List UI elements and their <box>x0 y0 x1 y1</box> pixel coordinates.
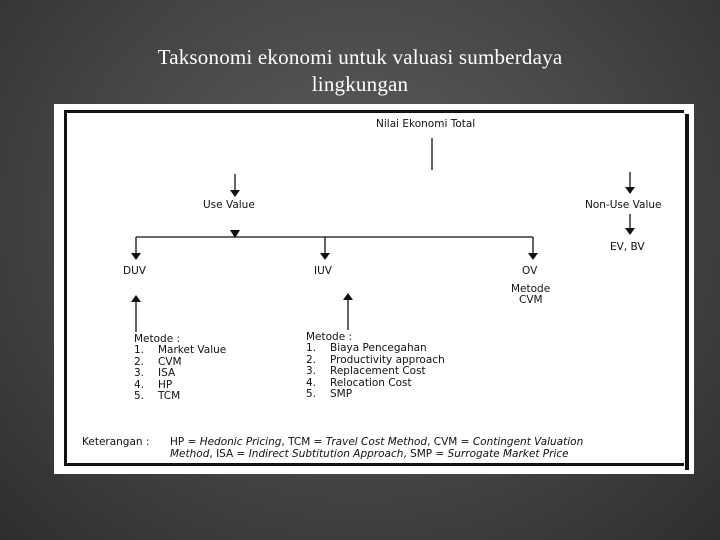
ev-arrow <box>625 228 635 235</box>
list-item: 2. Productivity approach <box>306 353 445 366</box>
list-item: 3. Replacement Cost <box>306 365 426 378</box>
use-value-arrow <box>230 190 240 197</box>
metode-list-iuv <box>306 332 445 400</box>
node-use-value: Use Value <box>203 199 255 211</box>
diagram-connectors <box>54 104 694 474</box>
title-line-2: lingkungan <box>311 72 409 96</box>
list-item: 1. Market Value <box>134 344 227 357</box>
list-item: 2. CVM <box>134 355 182 368</box>
node-ev-bv: EV, BV <box>610 241 645 253</box>
metode-list-duv <box>134 334 226 402</box>
list-item: 5. TCM <box>134 390 181 403</box>
metode-mid-arrow <box>343 293 353 300</box>
metode-left-arrow <box>131 295 141 302</box>
title-line-1: Taksonomi ekonomi untuk valuasi sumberdaya <box>157 45 563 69</box>
non-use-arrow <box>625 187 635 194</box>
node-iuv: IUV <box>314 265 332 277</box>
metode-header: Metode : <box>306 331 353 343</box>
metode-header: Metode : <box>134 333 181 345</box>
keterangan-key: Keterangan : <box>82 436 150 448</box>
keterangan-note: Keterangan : HP = Hedonic Pricing, TCM = Travel Cost Method, CVM = Contingent Valuation Method, ISA = Indirect Subtitution Approach, SMP = Surrogate Market Price <box>82 436 584 460</box>
iuv-arrow <box>320 253 330 260</box>
ov-metode-cvm: CVM <box>519 294 543 306</box>
node-nilai-ekonomi-total: Nilai Ekonomi Total <box>376 118 476 130</box>
duv-arrow <box>131 253 141 260</box>
list-item: 3. ISA <box>134 367 176 380</box>
slide-title <box>60 44 660 98</box>
list-item: 4. HP <box>134 378 173 391</box>
node-non-use-value: Non-Use Value <box>585 199 662 211</box>
ov-metode-label: Metode <box>511 283 551 295</box>
diagram-panel <box>54 104 694 474</box>
list-item: 5. SMP <box>306 388 353 401</box>
node-ov: OV <box>522 265 538 277</box>
list-item: 1. Biaya Pencegahan <box>306 342 427 355</box>
list-item: 4. Relocation Cost <box>306 376 412 389</box>
ov-arrow <box>528 253 538 260</box>
node-duv: DUV <box>123 265 146 277</box>
